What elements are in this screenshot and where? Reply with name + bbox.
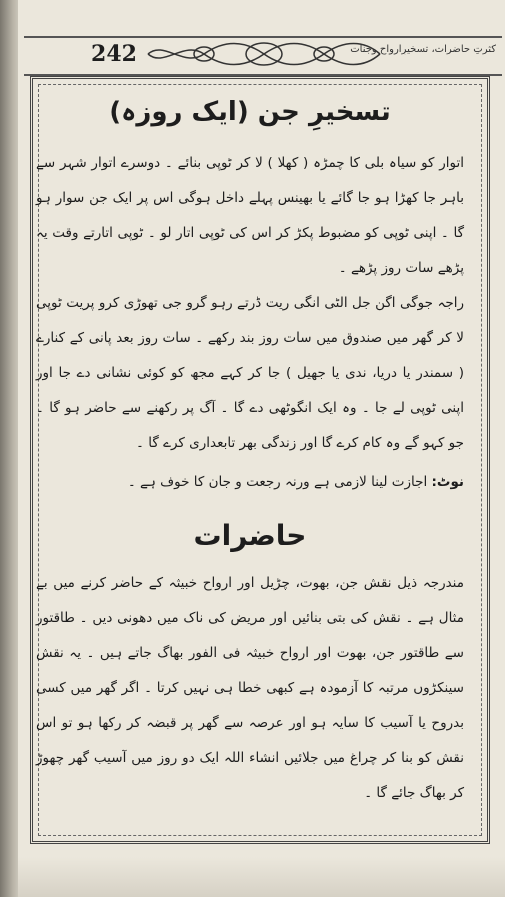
note <box>36 465 464 500</box>
paragraph-incantation: راجہ جوگی اگن جل الٹی انگی ریت ڈرتے رہو گرو جی تھوڑی کرو پریت ٹوپی لا کر گھر میں صندوق میں سات روز بند رکھے ۔ سات روز بعد پانی کے کنارے ( سمندر یا دریا، ندی یا جھیل ) جا کر کہے مجھ کو کوئی نشانی دے جا اور اپنی ٹوپی لے جا ۔ وہ ایک انگوٹھی دے گا ۔ آگ پر رکھنے سے حاضر ہو گا ۔ جو کہو گے وہ کام کرے گا اور زندگی بھر تابعداری کرے گا ۔ <box>36 295 464 451</box>
note-text: اجازت لینا لازمی ہے ورنہ رجعت و جان کا خوف ہے ۔ <box>127 474 428 490</box>
section-title-jinn-subjugation: تسخیرِ جن (ایک روزہ) <box>109 97 391 127</box>
note-label: نوٹ: <box>431 474 464 490</box>
paragraph-ritual: اتوار کو سیاہ بلی کا چمڑہ ( کھلا ) لا کر ٹوپی بنائے ۔ دوسرے اتوار شہر سے باہر جا کھڑا ہو جا گائے یا بھینس پہلے داخل ہوگی اس پر ایک جن سوار ہو گا ۔ اپنی ٹوپی کو مضبوط پکڑ کر اس کی ٹوپی اتار لو ۔ ٹوپی اتارتے وقت یہ پڑھے سات روز پڑھے ۔ <box>36 155 464 276</box>
page-content <box>36 88 464 811</box>
page-bottom-shadow <box>18 857 505 897</box>
page-number: 242 <box>91 41 137 67</box>
paragraph-hazirat: مندرجہ ذیل نقش جن، بھوت، چڑیل اور ارواح خبیثہ کے حاضر کرنے میں بے مثال ہے ۔ نقش کی بتی بنائیں اور مریض کی ناک میں دھونی دیں ۔ طاقتور سے طاقتور جن، بھوت اور ارواح خبیثہ فی الفور بھاگ جاتے ہیں ۔ یہ نقش سینکڑوں مرتبہ کا آزمودہ ہے کبھی خطا ہی نہیں کرتا ۔ اگر گھر میں کسی بدروح یا آسیب کا سایہ ہو اور عرصہ سے گھر پر قبضہ کر رکھا ہو تو اس نقش کو بنا کر چراغ میں جلائیں انشاء اللہ ایک دو روز میں آسیب گھر چھوڑ کر بھاگ جائے گا ۔ <box>36 575 464 801</box>
section-title-hazirat: حاضرات <box>193 519 307 552</box>
running-title: کثرتِ حاضرات، تسخیرِارواح وجنات <box>350 44 496 55</box>
page-header <box>24 36 502 76</box>
